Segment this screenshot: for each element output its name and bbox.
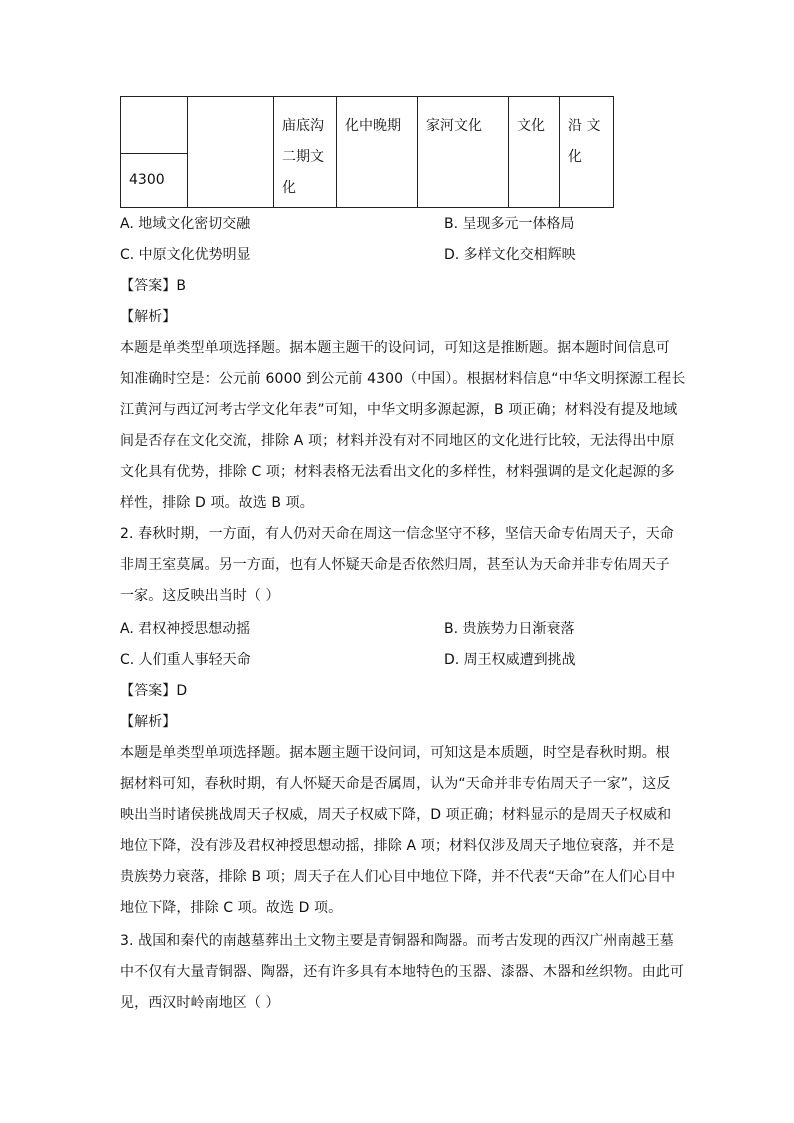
- q1-option-b: B. 呈现多元一体格局: [444, 216, 575, 232]
- table-text: 化中晚期: [345, 118, 401, 134]
- table-text: 庙底沟: [282, 118, 324, 134]
- table-text: 化: [568, 149, 582, 165]
- table-text: 家河文化: [426, 118, 482, 134]
- table-cell-yan-culture: [560, 97, 614, 208]
- q1-analysis-line: 江黄河与西辽河考古学文化年表”可知，中华文明多源起源，B 项正确；材料没有提及地域: [120, 402, 678, 418]
- q1-option-a: A. 地域文化密切交融: [120, 216, 251, 232]
- table-cell-late-period: [337, 97, 418, 208]
- q2-stem-line: 一家。这反映出当时（ ）: [120, 588, 280, 604]
- table-text: 文化: [517, 118, 545, 134]
- table-cell-empty: [121, 97, 188, 154]
- q2-analysis-line: 贵族势力衰落，排除 B 项；周天子在人们心目中地位下降，并不代表“天命”在人们心目中: [120, 869, 676, 885]
- q2-option-b: B. 贵族势力日渐衰落: [444, 621, 575, 637]
- table-cell-miaodigou: [274, 97, 337, 208]
- table-cell-culture: [509, 97, 560, 208]
- table-text: 二期文: [282, 149, 324, 165]
- q2-stem-line: 非周王室莫属。另一方面，也有人怀疑天命是否依然归周，甚至认为天命并非专佑周天子: [120, 557, 670, 573]
- q2-analysis-line: 地位下降，没有涉及君权神授思想动摇，排除 A 项；材料仅涉及周天子地位衰落，并不是: [120, 838, 675, 854]
- q1-analysis-line: 本题是单类型单项选择题。据本题主题干的设问词，可知这是推断题。据本题时间信息可: [120, 340, 670, 356]
- q2-option-c: C. 人们重人事轻天命: [120, 652, 251, 668]
- culture-table-fragment: [120, 96, 614, 208]
- table-text: 化: [282, 180, 296, 196]
- q2-analysis-line: 地位下降，排除 C 项。故选 D 项。: [120, 900, 343, 916]
- table-text: 沿 文: [568, 118, 601, 134]
- table-text: 4300: [129, 172, 165, 188]
- q3-stem-line: 中不仅有大量青铜器、陶器，还有许多具有本地特色的玉器、漆器、木器和丝织物。由此可: [120, 964, 684, 980]
- q3-stem-line: 3. 战国和秦代的南越墓葬出土文物主要是青铜器和陶器。而考古发现的西汉广州南越王墓: [120, 933, 674, 949]
- q1-analysis-title: 【解析】: [120, 309, 177, 325]
- q1-option-d: D. 多样文化交相辉映: [444, 247, 576, 263]
- q1-option-c: C. 中原文化优势明显: [120, 247, 251, 263]
- table-cell-jiahe-culture: [418, 97, 509, 208]
- q2-option-a: A. 君权神授思想动摇: [120, 621, 251, 637]
- table-cell-empty: [188, 97, 274, 208]
- q1-analysis-line: 文化具有优势，排除 C 项；材料表格无法看出文化的多样性，材料强调的是文化起源的多: [120, 464, 675, 480]
- q2-analysis-line: 据材料可知，春秋时期，有人怀疑天命是否属周，认为“天命并非专佑周天子一家”，这反: [120, 776, 671, 792]
- q2-answer: 【答案】D: [120, 683, 188, 699]
- q1-analysis-line: 样性，排除 D 项。故选 B 项。: [120, 495, 314, 511]
- q1-answer: 【答案】B: [120, 278, 187, 294]
- q1-analysis-line: 间是否存在文化交流，排除 A 项；材料并没有对不同地区的文化进行比较，无法得出中原: [120, 433, 675, 449]
- q1-analysis-line: 知准确时空是：公元前 6000 到公元前 4300（中国）。根据材料信息“中华文明探源工程长: [120, 371, 686, 387]
- q2-analysis-line: 本题是单类型单项选择题。据本题主题干设问词，可知这是本质题，时空是春秋时期。根: [120, 745, 670, 761]
- q2-analysis-title: 【解析】: [120, 714, 177, 730]
- q3-stem-line: 见，西汉时岭南地区（ ）: [120, 995, 280, 1011]
- q2-analysis-line: 映出当时诸侯挑战周天子权威，周天子权威下降，D 项正确；材料显示的是周天子权威和: [120, 807, 672, 823]
- table-cell-year: [121, 154, 188, 208]
- q2-option-d: D. 周王权威遭到挑战: [444, 652, 576, 668]
- q2-stem-line: 2. 春秋时期，一方面，有人仍对天命在周这一信念坚守不移，坚信天命专佑周天子，天命: [120, 526, 674, 542]
